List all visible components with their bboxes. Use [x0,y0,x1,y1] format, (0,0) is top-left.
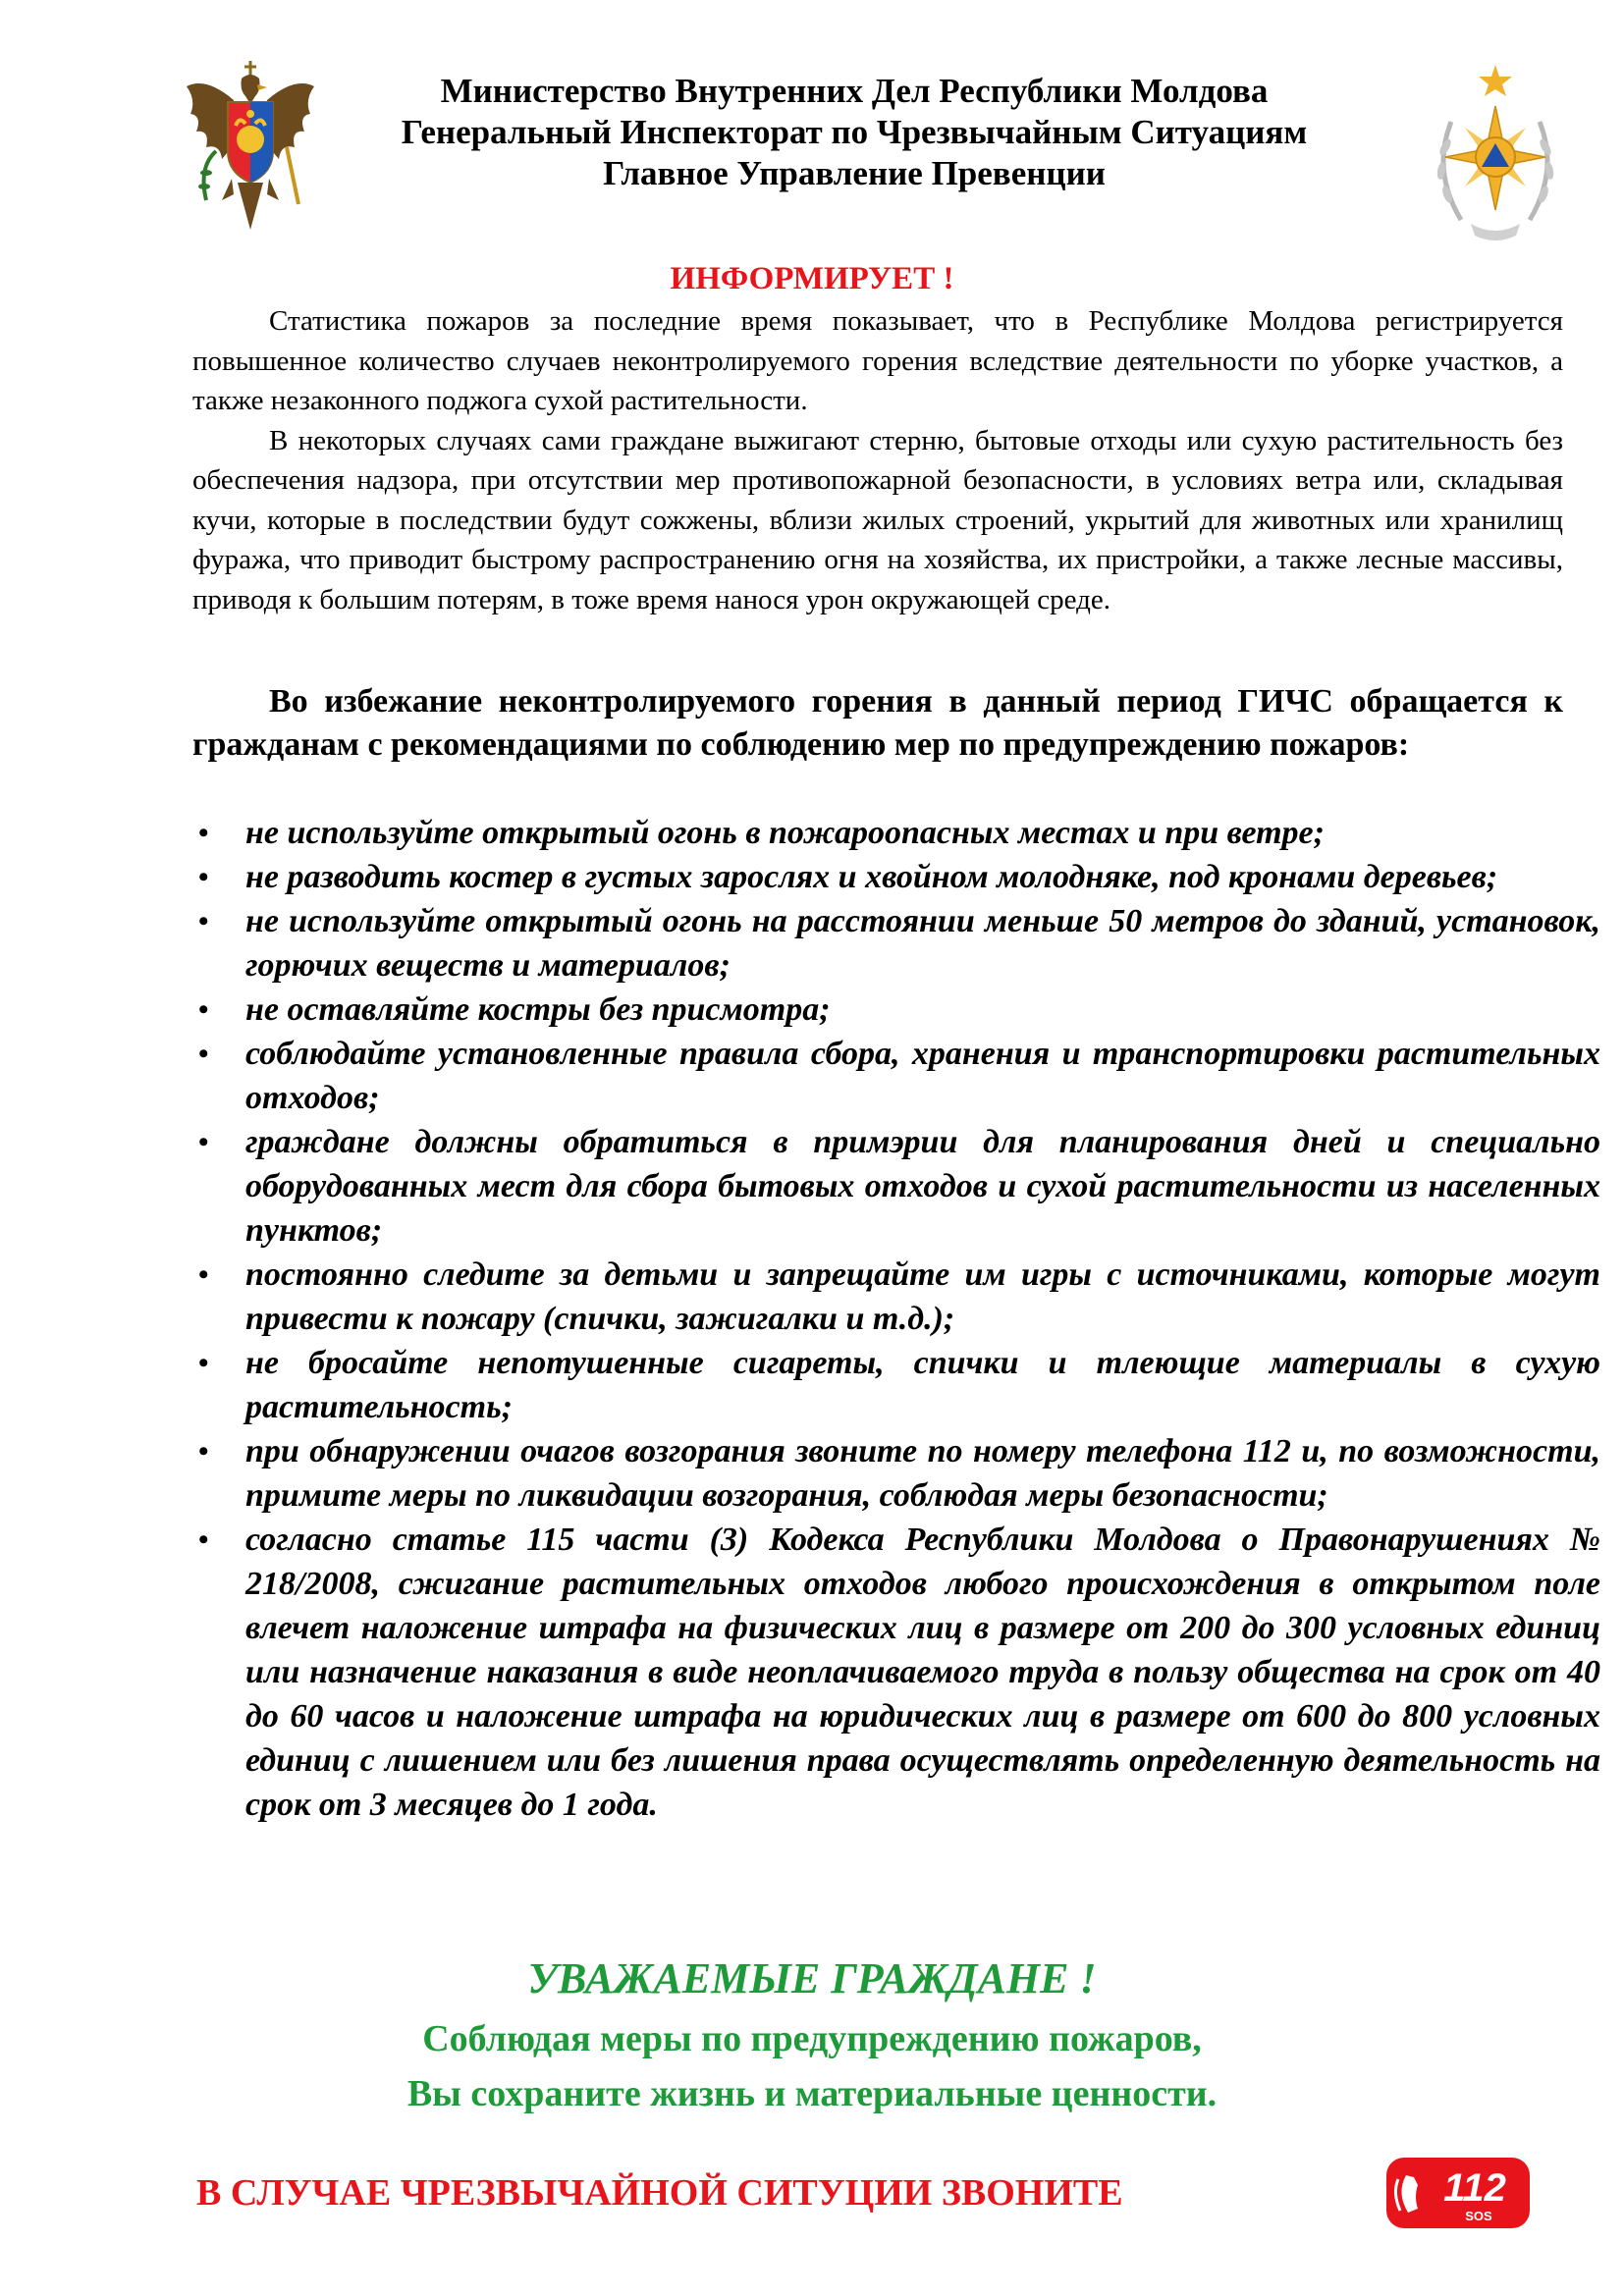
statistics-paragraph: Статистика пожаров за последние время показывает, что в Республике Молдова регистрируется повышенное количество случаев неконтролируемого горения вследствие деятельности по уборке участков, а также незаконного поджога сухой растительности. [192,305,1563,416]
emergency-call-text: В СЛУЧАЕ ЧРЕЗВЫЧАЙНОЙ СИТУЦИИ ЗВОНИТЕ [196,2172,1123,2214]
logo-number: 112 [1443,2166,1506,2210]
document-header [314,71,1394,194]
civil-protection-emblem-icon [1422,63,1569,245]
moldova-coat-of-arms-icon [177,57,324,243]
list-item: • соблюдайте установленные правила сбора, хранения и транспортировки растительных отходов; [192,1032,1600,1120]
list-item: • не используйте открытый огонь в пожароопасных местах и при ветре; [192,811,1600,855]
inspectorate-title: Генеральный Инспекторат по Чрезвычайным Ситуациям [401,113,1308,151]
list-item: • граждане должны обратиться в примэрии для планирования дней и специально оборудованных мест для сбора бытовых отходов и сухой растительности из населенных пунктов; [192,1120,1600,1253]
appeal-paragraph: Во избежание неконтролируемого горения в данный период ГИЧС обращается к гражданам с рекомендациями по соблюдению мер по предупреждению пожаров: [192,683,1563,763]
list-item: • не разводить костер в густых зарослях и хвойном молодняке, под кронами деревьев; [192,855,1600,899]
logo-sos: SOS [1465,2209,1492,2223]
ministry-title: Министерство Внутренних Дел Республики Молдова [440,72,1269,110]
list-item: • при обнаружении очагов возгорания звоните по номеру телефона 112 и, по возможности, примите меры по ликвидации возгорания, соблюдая меры безопасности; [192,1429,1600,1518]
statistics-paragraph: В некоторых случаях сами граждане выжигают стерню, бытовые отходы или сухую растительность без обеспечения надзора, при отсутствии мер противопожарной безопасности, в условиях ветра или, складывая кучи, которые в последствии будут сожжены, вблизи жилых строений, укрытий для животных или хранилищ фуража, что приводит быстрому распространению огня на хозяйства, их пристройки, а также лесные массивы, приводя к большим потерям, в тоже время нанося урон окружающей среде. [192,424,1563,615]
informs-heading: ИНФОРМИРУЕТ ! [670,261,954,296]
recommendations-list [192,811,1600,1827]
list-item: • не оставляйте костры без присмотра; [192,988,1600,1032]
list-item: • не бросайте непотушенные сигареты, спички и тлеющие материалы в сухую растительность; [192,1341,1600,1429]
list-item: • не используйте открытый огонь на расстоянии меньше 50 метров до зданий, установок, горючих веществ и материалов; [192,899,1600,988]
closing-line: Вы сохраните жизнь и материальные ценности. [406,2073,1218,2114]
closing-line: Соблюдая меры по предупреждению пожаров, [422,2018,1202,2059]
closing-title: УВАЖАЕМЫЕ ГРАЖДАНЕ ! [527,1954,1097,2002]
statistics-section [192,301,1563,619]
department-title: Главное Управление Превенции [603,154,1106,192]
list-item: • постоянно следите за детьми и запрещайте им игры с источниками, которые могут привести к пожару (спички, зажигалки и т.д.); [192,1253,1600,1341]
list-item: • согласно статье 115 части (3) Кодекса Республики Молдова о Правонарушениях № 218/2008, сжигание растительных отходов любого происхождения в открытом поле влечет наложение штрафа на физических лиц в размере от 200 до 300 условных единиц или назначение наказания в виде неоплачиваемого труда в пользу общества на срок от 40 до 60 часов и наложение штрафа на юридических лиц в размере от 600 до 800 условных единиц с лишением или без лишения права осуществлять определенную деятельность на срок от 3 месяцев до 1 года. [192,1518,1600,1827]
emergency-112-logo [1384,2154,1532,2232]
